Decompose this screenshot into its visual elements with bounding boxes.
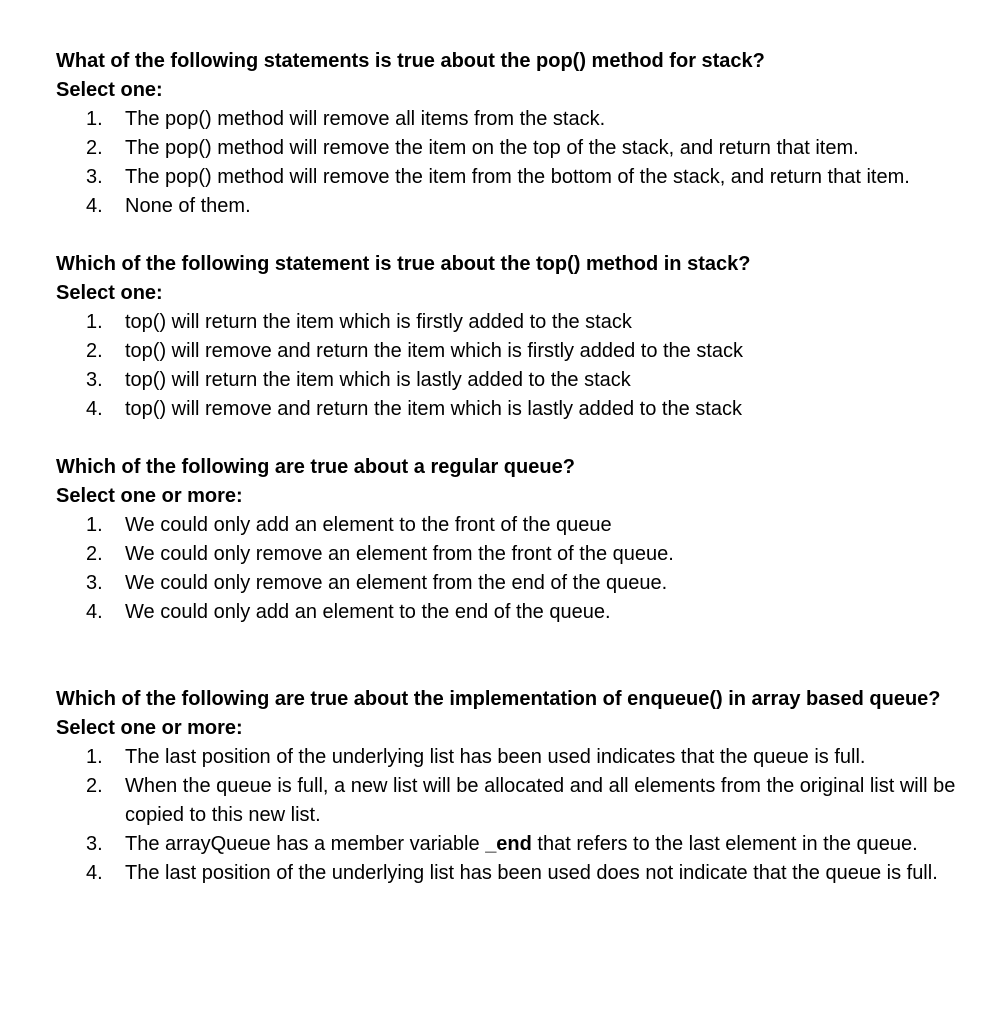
options-list (56, 105, 958, 221)
option-item (56, 163, 958, 192)
question-instruction: Select one: (56, 79, 163, 101)
option-number: 2. (86, 137, 103, 159)
option-item (56, 366, 958, 395)
option-item (56, 772, 958, 830)
option-number: 3. (86, 833, 103, 855)
option-number: 1. (86, 311, 103, 333)
option-number: 2. (86, 340, 103, 362)
option-item (56, 569, 958, 598)
question-title: Which of the following statement is true about the top() method in stack? (56, 253, 751, 275)
option-item (56, 395, 958, 424)
options-list (56, 743, 958, 888)
option-item (56, 830, 958, 859)
option-number: 3. (86, 369, 103, 391)
options-list (56, 511, 958, 627)
option-text: The last position of the underlying list has been used indicates that the queue is full. (125, 746, 866, 768)
option-text: The pop() method will remove all items from the stack. (125, 108, 606, 130)
option-text: None of them. (125, 195, 251, 217)
option-item (56, 511, 958, 540)
option-text: top() will return the item which is firstly added to the stack (125, 311, 632, 333)
option-number: 4. (86, 195, 103, 217)
option-number: 3. (86, 166, 103, 188)
option-number: 4. (86, 398, 103, 420)
option-text: We could only add an element to the end of the queue. (125, 601, 611, 623)
option-text: We could only remove an element from the front of the queue. (125, 543, 674, 565)
option-text: top() will remove and return the item which is lastly added to the stack (125, 398, 742, 420)
option-text-start: The arrayQueue has a member variable (125, 833, 486, 855)
option-text: We could only remove an element from the end of the queue. (125, 572, 668, 594)
option-text: top() will return the item which is lastly added to the stack (125, 369, 631, 391)
question-title: What of the following statements is true about the pop() method for stack? (56, 50, 765, 72)
option-item (56, 859, 958, 888)
option-text: The pop() method will remove the item on the top of the stack, and return that item. (125, 137, 859, 159)
question-1 (56, 47, 958, 221)
option-item (56, 192, 958, 221)
option-number: 1. (86, 108, 103, 130)
question-2 (56, 250, 958, 424)
question-3 (56, 453, 958, 627)
option-item (56, 743, 958, 772)
option-number: 4. (86, 601, 103, 623)
option-number: 2. (86, 543, 103, 565)
option-text: We could only add an element to the front of the queue (125, 514, 612, 536)
option-number: 4. (86, 862, 103, 884)
option-item (56, 308, 958, 337)
variable-name: _end (485, 833, 532, 855)
option-text: The pop() method will remove the item from the bottom of the stack, and return that item. (125, 166, 910, 188)
option-text-end: that refers to the last element in the queue. (531, 833, 918, 855)
option-item (56, 105, 958, 134)
option-text (125, 830, 958, 859)
option-text: top() will remove and return the item which is firstly added to the stack (125, 340, 744, 362)
option-item (56, 134, 958, 163)
question-title: Which of the following are true about the implementation of enqueue() in array based queue? (56, 688, 941, 710)
question-title: Which of the following are true about a regular queue? (56, 456, 575, 478)
option-number: 1. (86, 514, 103, 536)
option-number: 1. (86, 746, 103, 768)
question-instruction: Select one or more: (56, 485, 243, 507)
question-4 (56, 685, 958, 888)
option-text: The last position of the underlying list has been used does not indicate that the queue is full. (125, 862, 938, 884)
option-item (56, 598, 958, 627)
question-instruction: Select one or more: (56, 717, 243, 739)
option-number: 2. (86, 775, 103, 797)
question-instruction: Select one: (56, 282, 163, 304)
option-number: 3. (86, 572, 103, 594)
option-text: When the queue is full, a new list will be allocated and all elements from the original list will be copied to this new list. (125, 775, 956, 826)
option-item (56, 540, 958, 569)
option-item (56, 337, 958, 366)
options-list (56, 308, 958, 424)
